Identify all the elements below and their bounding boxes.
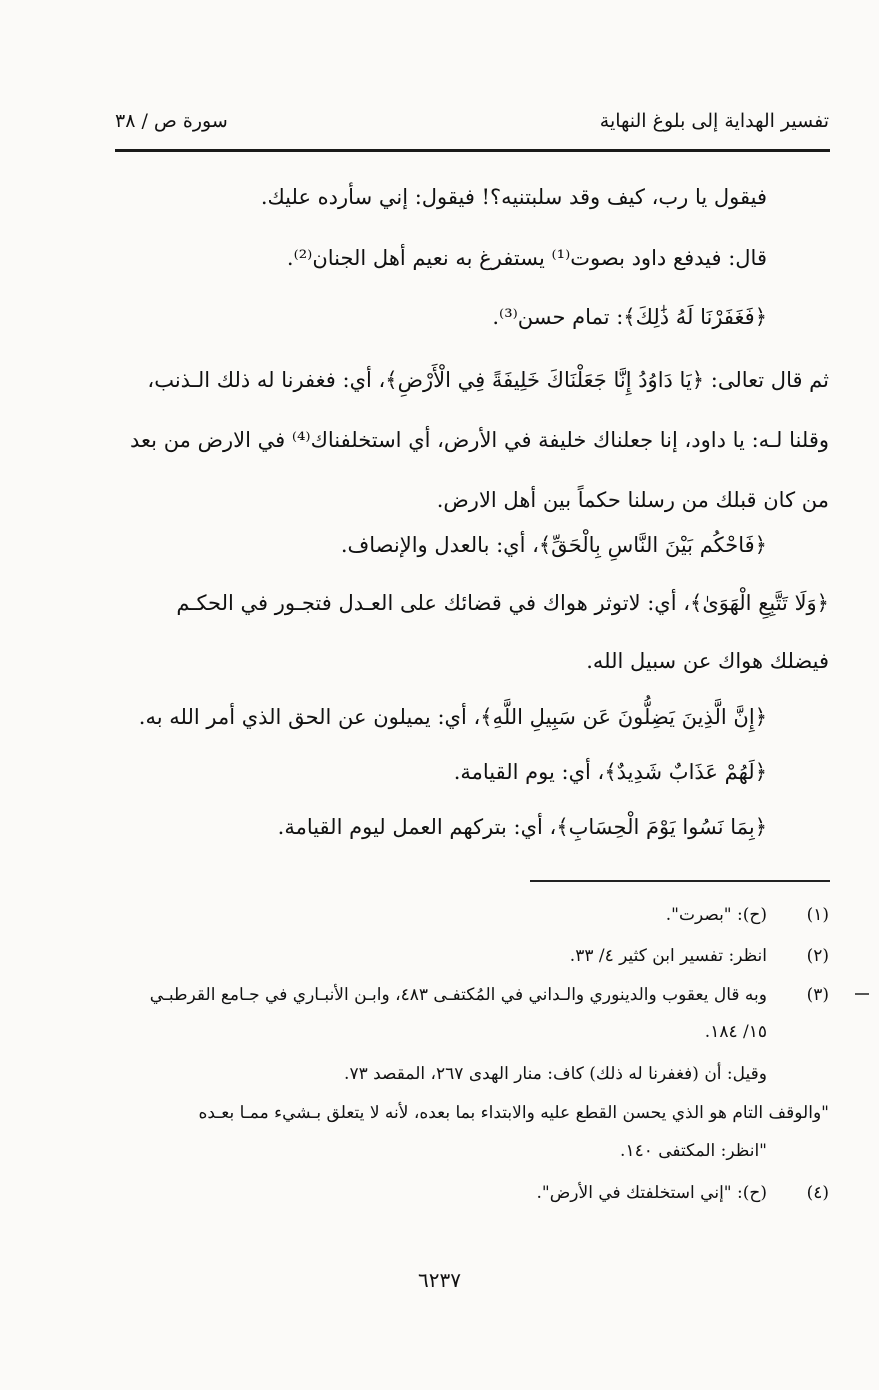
page-number: ٦٢٣٧ (418, 1268, 461, 1292)
footnote-3-number: (٣) (806, 985, 829, 1005)
footnote-separator (530, 880, 830, 882)
running-head-surah: سورة ص / ٣٨ (115, 110, 228, 132)
header-rule (115, 149, 830, 152)
footnote-4-text: (ح): "إني استخلفتك في الأرض". (536, 1183, 767, 1203)
footnote-3-line-4: "والوقف التام هو الذي يحسن القطع عليه والابتداء بما بعده، لأنه لا يتعلق بـشيء ممـا بعـده (198, 1103, 829, 1123)
paragraph-9: ﴿بِمَا نَسُوا يَوْمَ الْحِسَابِ﴾، أي: بتركهم العمل ليوم القيامة. (277, 815, 767, 839)
paragraph-2: قال: فيدفع داود بصوت⁽¹⁾ يستفرغ به نعيم أهل الجنان⁽²⁾. (286, 246, 767, 270)
footnote-3-line-3: وقيل: أن (فغفرنا له ذلك) كاف: منار الهدى ٢٦٧، المقصد ٧٣. (344, 1064, 767, 1084)
footnote-2-number: (٢) (806, 946, 829, 966)
paragraph-4-line-1: ثم قال تعالى: ﴿يَا دَاوُدُ إِنَّا جَعَلْنَاكَ خَلِيفَةً فِي الْأَرْضِ﴾، أي: فغفرنا له ذلك الـذنب، (147, 368, 829, 392)
paragraph-7: ﴿إِنَّ الَّذِينَ يَضِلُّونَ عَن سَبِيلِ اللَّهِ﴾، أي: يميلون عن الحق الذي أمر الله به. (138, 705, 767, 729)
paragraph-6-line-1: ﴿وَلَا تَتَّبِعِ الْهَوَىٰ﴾، أي: لاتوثر هواك في قضائك على العـدل فتجـور في الحكـم (176, 591, 829, 615)
paragraph-1: فيقول يا رب، كيف وقد سلبتنيه؟! فيقول: إني سأرده عليك. (260, 185, 767, 209)
footnote-2-text: انظر: تفسير ابن كثير ٤/ ٣٣. (569, 946, 767, 966)
footnote-3-line-2: ١٥/ ١٨٤. (704, 1022, 767, 1042)
footnote-1-text: (ح): "بصرت". (665, 905, 767, 925)
footnote-3-line-1: وبه قال يعقوب والدينوري والـداني في المُكتفـى ٤٨٣، وابـن الأنبـاري في جـامع القرطبـي (149, 985, 767, 1005)
footnote-1-number: (١) (806, 905, 829, 925)
paragraph-8: ﴿لَهُمْ عَذَابٌ شَدِيدٌ﴾، أي: يوم القيامة. (453, 760, 767, 784)
margin-mark (855, 993, 869, 995)
footnote-4-number: (٤) (806, 1183, 829, 1203)
paragraph-3: ﴿فَغَفَرْنَا لَهُ ذَٰلِكَ﴾: تمام حسن⁽³⁾. (492, 305, 767, 329)
paragraph-4-line-3: من كان قبلك من رسلنا حكماً بين أهل الارض. (436, 488, 829, 512)
running-head-book-title: تفسير الهداية إلى بلوغ النهاية (599, 110, 829, 132)
paragraph-6-line-2: فيضلك هواك عن سبيل الله. (586, 649, 829, 673)
paragraph-4-line-2: وقلنا لـه: يا داود، إنا جعلناك خليفة في الأرض، أي استخلفناك⁽⁴⁾ في الارض من بعد (130, 428, 829, 452)
footnote-3-line-5: "انظر: المكتفى ١٤٠. (620, 1141, 767, 1161)
paragraph-5: ﴿فَاحْكُم بَيْنَ النَّاسِ بِالْحَقِّ﴾، أي: بالعدل والإنصاف. (340, 533, 767, 557)
